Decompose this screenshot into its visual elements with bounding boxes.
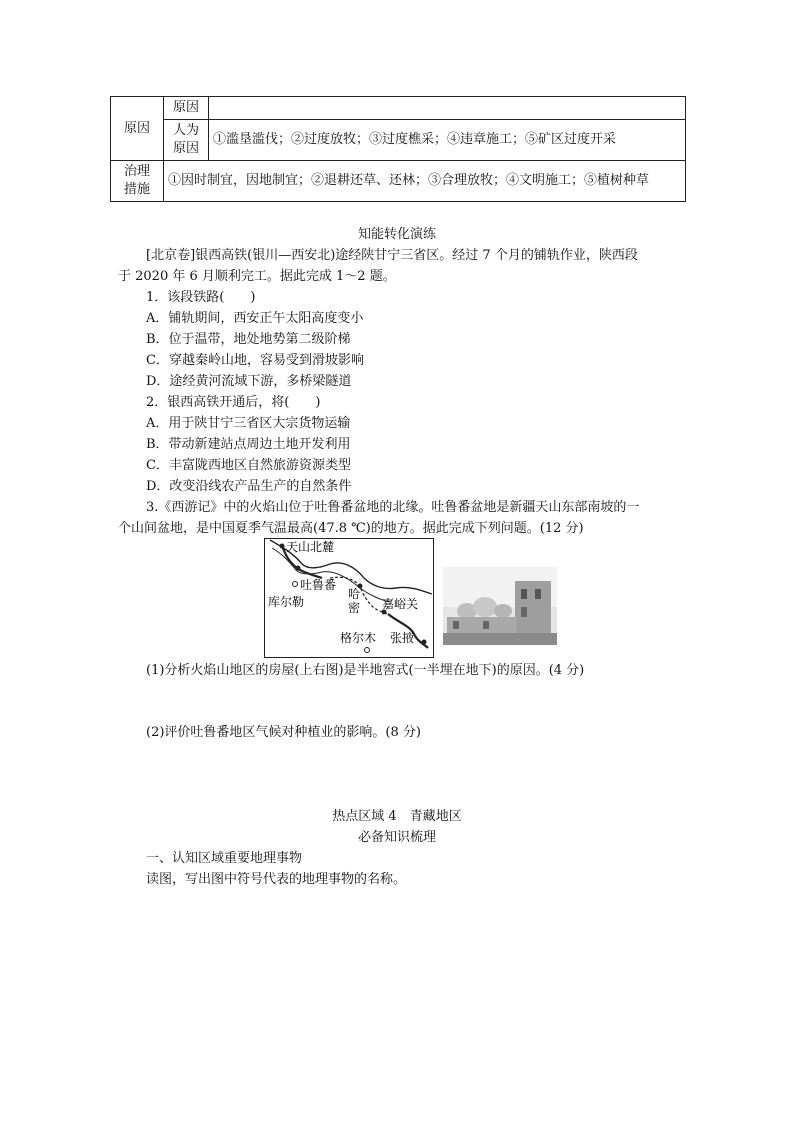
section-subtitle: 必备知识梳理	[357, 830, 436, 845]
intro-text: [北京卷]银西高铁(银川—西安北)途经陕甘宁三省区。经过 7 个月的铺轨作业，陕西段	[146, 248, 638, 263]
sub-question-1: (1)分析火焰山地区的房屋(上右图)是半地窖式(一半埋在地下)的原因。(4 分)	[146, 663, 585, 678]
sub-label-natural: 原因	[164, 97, 209, 120]
map-label-jiayuguan: 嘉峪关	[382, 597, 419, 611]
option-2c: C．丰富陇西地区自然旅游资源类型	[146, 458, 351, 473]
row-label-measures: 治理 措施	[111, 161, 164, 202]
option-2a: A．用于陕甘宁三省区大宗货物运输	[146, 416, 351, 431]
instruction-text: 读图，写出图中符号代表的地理事物的名称。	[146, 872, 407, 887]
section-title: 热点区域 4 青藏地区	[332, 809, 462, 824]
route-map	[264, 538, 434, 658]
cell-human-text: ①滥垦滥伐；②过度放牧；③过度樵采；④违章施工；⑤矿区过度开采	[209, 120, 686, 161]
option-1d: D．途经黄河流域下游，多桥梁隧道	[146, 374, 352, 389]
map-label-geermu: 格尔木	[340, 631, 377, 645]
table-row	[111, 161, 686, 202]
map-label-hami: 哈密	[348, 587, 361, 615]
map-label-tianshan: 天山北麓	[286, 540, 335, 554]
row-label-cause: 原因	[111, 97, 164, 161]
option-2d: D．改变沿线农产品生产的自然条件	[146, 479, 352, 494]
cell-measures-text: ①因时制宜，因地制宜；②退耕还草、还林；③合理放牧；④文明施工；⑤植树种草	[164, 161, 686, 202]
option-1b: B．位于温带，地处地势第二级阶梯	[146, 332, 351, 347]
map-label-zhangye: 张掖	[390, 631, 415, 645]
map-label-kuerle: 库尔勒	[268, 595, 305, 609]
section-heading: 一、认知区域重要地理事物	[146, 851, 303, 866]
option-2b: B．带动新建站点周边土地开发利用	[146, 437, 351, 452]
sub-question-2: (2)评价吐鲁番地区气候对种植业的影响。(8 分)	[146, 725, 421, 740]
house-photo	[443, 567, 557, 645]
section-title: 知能转化演练	[357, 227, 436, 242]
cell-natural-text	[209, 97, 686, 120]
question-1: 1．该段铁路( )	[146, 290, 256, 305]
sub-label-human: 人为 原因	[164, 120, 209, 161]
table-row	[111, 120, 686, 161]
question-3: 个山间盆地，是中国夏季气温最高(47.8 ℃)的地方。据此完成下列问题。(12 分)	[118, 521, 584, 536]
question-3: 3.《西游记》中的火焰山位于吐鲁番盆地的北缘。吐鲁番盆地是新疆天山东部南坡的一	[146, 500, 640, 515]
map-label-tulufan: 吐鲁番	[300, 578, 337, 592]
option-1c: C．穿越秦岭山地，容易受到滑坡影响	[146, 353, 364, 368]
cause-measure-table	[110, 96, 686, 202]
house-photo-drawing	[443, 567, 557, 645]
intro-text: 于 2020 年 6 月顺利完工。据此完成 1～2 题。	[118, 269, 396, 284]
table-row	[111, 97, 686, 120]
map-drawing	[264, 538, 434, 658]
question-2: 2．银西高铁开通后，将( )	[146, 395, 321, 410]
option-1a: A．铺轨期间，西安正午太阳高度变小	[146, 311, 364, 326]
